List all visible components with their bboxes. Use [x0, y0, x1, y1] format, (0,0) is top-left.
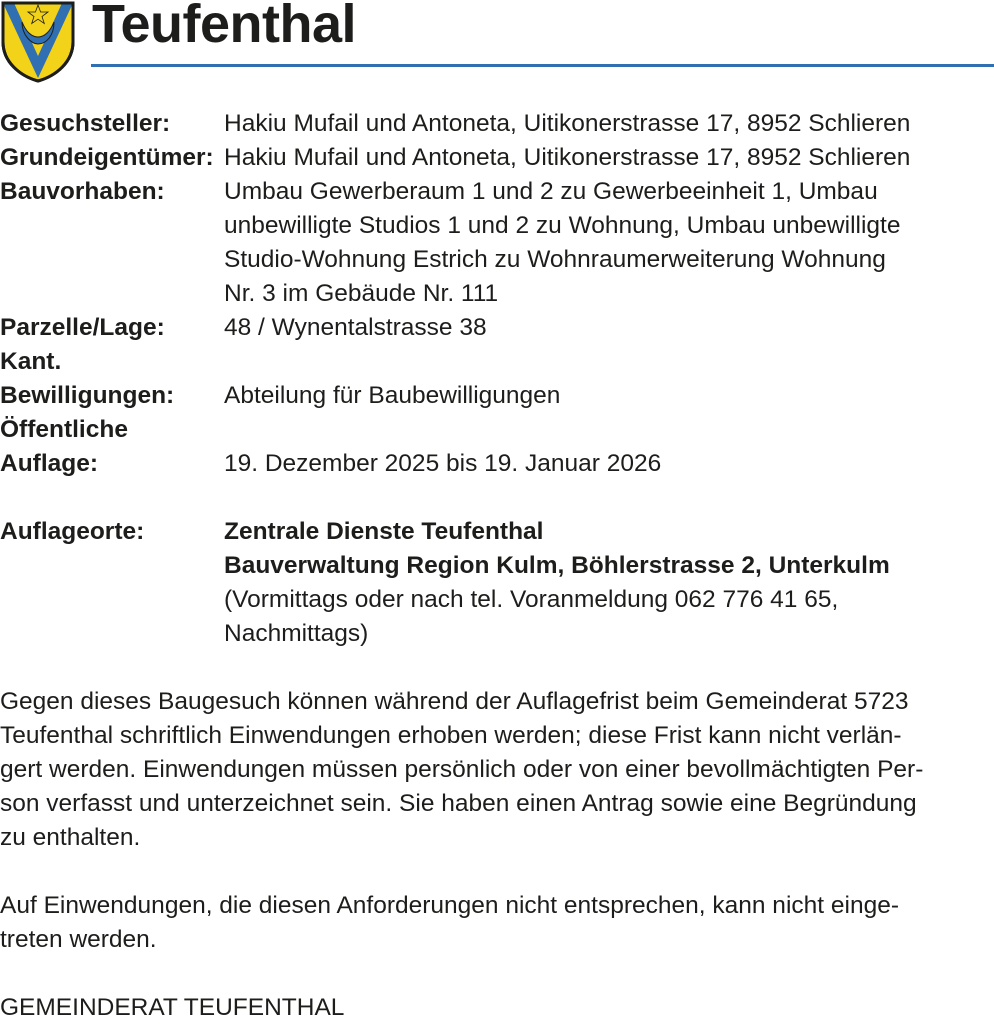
spacer: [0, 855, 994, 889]
page-title: Teufenthal: [92, 0, 356, 54]
field-parzelle: [0, 311, 994, 345]
value-line: Zentrale Dienste Teufenthal: [224, 518, 544, 545]
paragraph-line: treten werden.: [0, 926, 157, 953]
field-label: Bauvorhaben:: [0, 178, 165, 205]
field-auflage: [0, 447, 994, 481]
spacer: [0, 957, 994, 991]
field-value: 48 / Wynentalstrasse 38: [224, 314, 487, 341]
title-divider: [91, 64, 994, 67]
paragraph-line: Auf Einwendungen, die diesen Anforderungen nicht entsprechen, kann nicht einge-: [0, 892, 899, 919]
spacer: [0, 481, 994, 515]
value-line: unbewilligte Studios 1 und 2 zu Wohnung, Umbau unbewilligte: [224, 212, 901, 239]
value-line: Bauverwaltung Region Kulm, Böhlerstrasse 2, Unterkulm: [224, 552, 890, 579]
field-label: Öffentliche: [0, 416, 128, 443]
municipal-crest-icon: [0, 0, 76, 84]
value-line: (Vormittags oder nach tel. Voranmeldung 062 776 41 65,: [224, 586, 839, 613]
value-line: Studio-Wohnung Estrich zu Wohnraumerweiterung Wohnung: [224, 246, 886, 273]
field-kant: [0, 345, 994, 379]
paragraph-line: zu enthalten.: [0, 824, 141, 851]
paragraph-line: son verfasst und unterzeichnet sein. Sie haben einen Antrag sowie eine Begründung: [0, 790, 917, 817]
field-grundeigentuemer: [0, 141, 994, 175]
field-value: Hakiu Mufail und Antoneta, Uitikonerstrasse 17, 8952 Schlieren: [224, 110, 911, 137]
field-gesuchsteller: [0, 107, 994, 141]
notice-body: [0, 107, 994, 1025]
field-label: Auflage:: [0, 450, 98, 477]
paragraph-einwendungen: [0, 685, 994, 855]
spacer: [0, 651, 994, 685]
field-value: [224, 175, 994, 311]
field-value: 19. Dezember 2025 bis 19. Januar 2026: [224, 450, 662, 477]
field-label: Bewilligungen:: [0, 382, 175, 409]
value-line: Umbau Gewerberaum 1 und 2 zu Gewerbeeinheit 1, Umbau: [224, 178, 878, 205]
paragraph-line: Teufenthal schriftlich Einwendungen erhoben werden; diese Frist kann nicht verlän-: [0, 722, 902, 749]
paragraph-line: Gegen dieses Baugesuch können während der Auflagefrist beim Gemeinderat 5723: [0, 688, 909, 715]
signature: GEMEINDERAT TEUFENTHAL: [0, 994, 345, 1021]
field-value: Abteilung für Baubewilligungen: [224, 382, 561, 409]
field-bewilligungen: [0, 379, 994, 413]
value-line: Nr. 3 im Gebäude Nr. 111: [224, 280, 499, 307]
page-header: [0, 0, 994, 84]
field-label: Kant.: [0, 348, 62, 375]
field-label: Grundeigentümer:: [0, 144, 214, 171]
field-value: Hakiu Mufail und Antoneta, Uitikonerstrasse 17, 8952 Schlieren: [224, 144, 911, 171]
field-bauvorhaben: [0, 175, 994, 311]
field-value: [224, 515, 994, 651]
field-label: Gesuchsteller:: [0, 110, 171, 137]
paragraph-anforderungen: [0, 889, 994, 957]
field-label: Auflageorte:: [0, 518, 145, 545]
value-line: Nachmittags): [224, 620, 369, 647]
field-auflageorte: [0, 515, 994, 651]
field-oeffentliche: [0, 413, 994, 447]
field-label: Parzelle/Lage:: [0, 314, 165, 341]
paragraph-line: gert werden. Einwendungen müssen persönlich oder von einer bevollmächtigten Per-: [0, 756, 924, 783]
